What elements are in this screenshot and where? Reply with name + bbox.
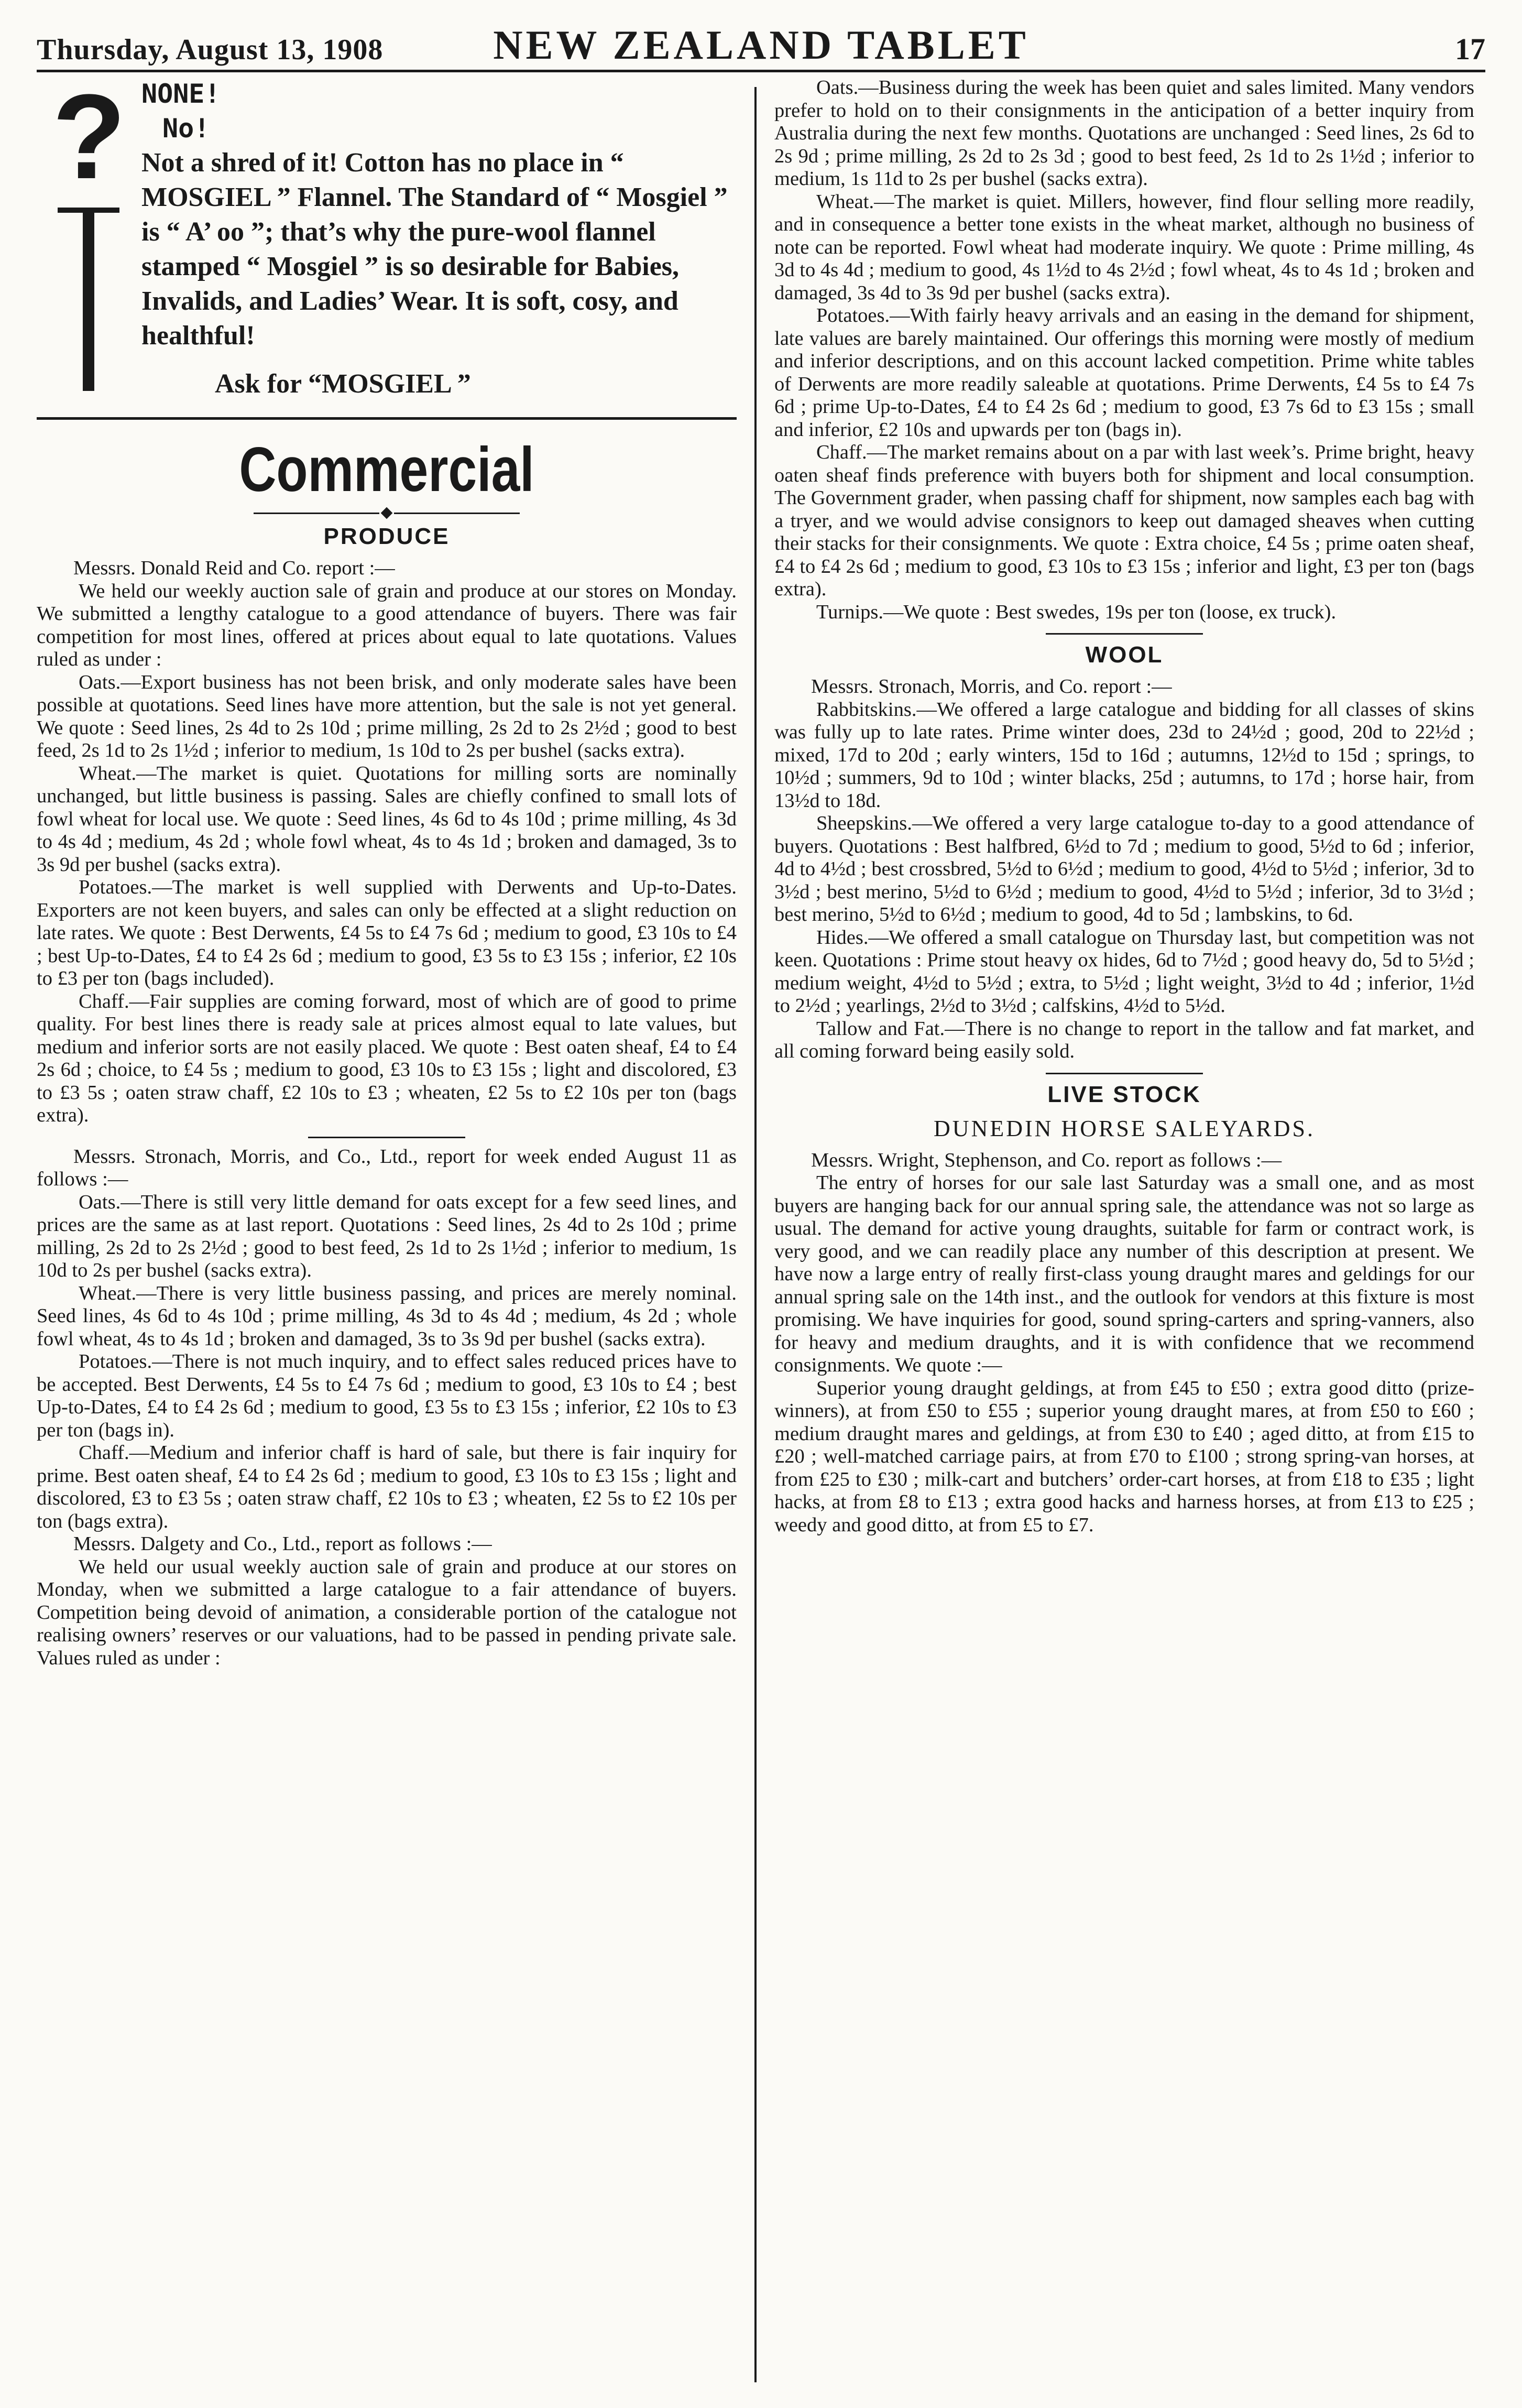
question-mark-graphic [37, 77, 141, 401]
question-mark-icon: ? [52, 77, 126, 204]
reid-intro: Messrs. Donald Reid and Co. report :— [73, 557, 395, 579]
ad-text [141, 77, 737, 401]
wool-paragraph: Rabbitskins.—We offered a large catalogue and bidding for all classes of skins was fully up to late rates. Prime winter does, 23d to 24½d ; good, 20d to 22½d ; mixed, 17d to 20d ; early winters, 15d to 16d ; autumns, 12½d to 15d ; springs, to 10½d ; summers, 9d to 10d ; winter blacks, 25d ; autumns, to 17d ; horse hair, from 13½d to 18d. [774, 698, 1474, 812]
wool-heading: WOOL [1085, 642, 1164, 668]
issue-date: Thursday, August 13, 1908 [37, 34, 384, 66]
dalgety-paragraph: We held our usual weekly auction sale of grain and produce at our stores on Monday, when we submitted a large catalogue to a fair attendance of buyers. Competition being devoid of animation, a considerable portion of the catalogue not realising owners’ reserves or our valuations, had to be passed in pending private sale. Values ruled as under : [37, 1555, 737, 1669]
left-column [37, 77, 754, 2403]
stronach-paragraph: Wheat.—There is very little business passing, and prices are merely nominal. Seed lines, 4s 6d to 4s 10d ; prime milling, 4s 3d to 4s 4d ; medium, 4s 2d ; whole fowl wheat, 4s to 4s 1d ; broken and damaged, 3s to 3s 9d per bushel (sacks extra). [37, 1282, 737, 1350]
ad-none: NONE! [141, 79, 221, 109]
wool-paragraph: Tallow and Fat.—There is no change to report in the tallow and fat market, and all coming forward being easily sold. [774, 1017, 1474, 1062]
mosgiel-advertisement [37, 77, 737, 420]
ad-no: No! [162, 113, 210, 144]
stronach-paragraph: Potatoes.—There is not much inquiry, and to effect sales reduced prices have to be accepted. Best Derwents, £4 5s to £4 7s 6d ; medium to good, £3 10s to £4 ; best Up-to-Dates, £4 to £4 2s 6d ; medium to good, £3 5s to £3 15s ; inferior, £2 10s to £3 per ton (bags in). [37, 1350, 737, 1441]
publication-title: NEW ZEALAND TABLET [493, 22, 1029, 68]
ornamental-rule [37, 509, 737, 517]
livestock-paragraph: Superior young draught geldings, at from £45 to £50 ; extra good ditto (prize-winners), at from £50 to £55 ; superior young draught mares, at from £50 to £60 ; medium draught mares and geldings, at from £30 to £40 ; aged ditto, at from £15 to £20 ; well-matched carriage pairs, at from £70 to £100 ; strong spring-van horses, at from £25 to £30 ; milk-cart and butchers’ order-cart horses, at from £18 to £35 ; light hacks, at from £8 to £13 ; extra good hacks and harness horses, at from £13 to £25 ; weedy and good ditto, at from £5 to £7. [774, 1377, 1474, 1536]
divider [308, 1137, 465, 1138]
produce-heading: PRODUCE [323, 524, 450, 549]
reid-paragraph: Potatoes.—The market is well supplied with Derwents and Up-to-Dates. Exporters are not keen buyers, and sales can only be effected at a slight reduction on late rates. We quote : Best Derwents, £4 5s to £4 7s 6d ; medium to good, £3 10s to £4 ; best Up-to-Dates, £4 to £4 2s 6d ; medium to good, £3 5s to £3 15s ; inferior, £2 10s to £3 per ton (bags included). [37, 876, 737, 989]
stronach-paragraph: Chaff.—Medium and inferior chaff is hard of sale, but there is fair inquiry for prime. Best oaten sheaf, £4 to £4 2s 6d ; medium to good, £3 10s to £3 15s ; light and discolored, £3 to £3 5s ; oaten straw chaff, £2 10s to £3 ; wheaten, £2 5s to £2 10s per ton (bags extra). [37, 1442, 737, 1532]
dalgety-paragraph: Wheat.—The market is quiet. Millers, however, find flour selling more readily, and in consequence a better tone exists in the wheat market, although no business of note can be reported. Fowl wheat had moderate inquiry. We quote : Prime milling, 4s 3d to 4s 4d ; medium to good, 4s 1½d to 4s 2½d ; fowl wheat, 4s to 4s 1d ; broken and damaged, 3s 4d to 3s 9d per bushel (sacks extra). [774, 190, 1474, 304]
saleyards-heading: DUNEDIN HORSE SALEYARDS. [934, 1115, 1315, 1141]
stronach-intro: Messrs. Stronach, Morris, and Co., Ltd., report for week ended August 11 as follows :— [37, 1145, 737, 1190]
ad-body-copy: Not a shred of it! Cotton has no place in “ MOSGIEL ” Flannel. The Standard of “ Mosgiel ” is “ A’ oo ”; that’s why the pure-wool flannel stamped “ Mosgiel ” is so desirable for Babies, Invalids, and Ladies’ Wear. It is soft, cosy, and healthful! [141, 148, 728, 351]
wool-intro: Messrs. Stronach, Morris, and Co. report :— [811, 675, 1172, 698]
livestock-heading: LIVE STOCK [1047, 1081, 1201, 1107]
dalgety-paragraph: Turnips.—We quote : Best swedes, 19s per ton (loose, ex truck). [816, 601, 1337, 623]
livestock-paragraph: The entry of horses for our sale last Saturday was a small one, and as most buyers are hanging back for our annual spring sale, the attendance was not so large as usual. The demand for active young draughts, suitable for farm or contract work, is very good, and we can readily place any number of this description at present. We have now a large entry of really first-class young draught mares and geldings for our annual spring sale on the 14th inst., and the outlook for vendors at this fixture is most promising. We have inquiries for good, sound spring-carters and spring-vanners, also for heavy and medium draughts, and it is with confidence that we recommend consignments. We quote :— [774, 1172, 1474, 1376]
masthead [37, 10, 1485, 72]
livestock-intro: Messrs. Wright, Stephenson, and Co. report as follows :— [811, 1149, 1282, 1171]
dalgety-paragraph: Oats.—Business during the week has been quiet and sales limited. Many vendors prefer to hold on to their consignments in the anticipation of a better inquiry from Australia during the next few months. Quotations are unchanged : Seed lines, 2s 6d to 2s 9d ; prime milling, 2s 2d to 2s 3d ; good to best feed, 2s 1d to 2s 1½d ; inferior to medium, 1s 11d to 2s per bushel (sacks extra). [774, 77, 1474, 190]
reid-paragraph: Oats.—Export business has not been brisk, and only moderate sales have been possible at quotations. Seed lines have more attention, but the sale is not yet general. We quote : Seed lines, 2s 4d to 2s 10d ; prime milling, 2s 2d to 2s 2½d ; good to best feed, 2s 1d to 2s 1½d ; inferior to medium, 1s 10d to 2s per bushel (sacks extra). [37, 671, 737, 761]
divider [1046, 1073, 1203, 1074]
divider [1046, 633, 1203, 635]
section-title: Commercial [239, 434, 534, 505]
right-column [757, 77, 1474, 2403]
stronach-paragraph: Oats.—There is still very little demand for oats except for a few seed lines, and prices are the same as at last report. Quotations : Seed lines, 2s 4d to 2s 10d ; prime milling, 2s 2d to 2s 2½d ; good to best feed, 2s 1d to 2s 1½d ; inferior to medium, 1s 10d to 2s per bushel (sacks extra). [37, 1191, 737, 1281]
ad-decor-bar [83, 208, 94, 391]
dalgety-paragraph: Potatoes.—With fairly heavy arrivals and an easing in the demand for shipment, late values are barely maintained. Our offerings this morning were mostly of medium and inferior descriptions, and on this account lacked competition. Prime white tables of Derwents are more readily saleable at quotations. Prime Derwents, £4 5s to £4 7s 6d ; prime Up-to-Dates, £4 to £4 2s 6d ; medium to good, £3 7s 6d to £3 15s ; small and inferior, £2 10s and upwards per ton (bags in). [774, 304, 1474, 441]
reid-paragraph: Wheat.—The market is quiet. Quotations for milling sorts are nominally unchanged, but little business is passing. Sales are chiefly confined to small lots of fowl wheat for local use. We quote : Seed lines, 4s 6d to 4s 10d ; prime milling, 4s 3d to 4s 4d ; medium, 4s 2d ; whole fowl wheat, 4s to 4s 1d ; broken and damaged, 3s to 3s 9d per bushel (sacks extra). [37, 762, 737, 876]
diamond-icon [381, 507, 393, 519]
reid-paragraph: Chaff.—Fair supplies are coming forward, most of which are of good to prime quality. For best lines there is ready sale at prices almost equal to late values, but medium and inferior sorts are not easily placed. We quote : Best oaten sheaf, £4 to £4 2s 6d ; choice, to £4 5s ; medium to good, £3 10s to £3 15s ; light and discolored, £3 to £3 5s ; oaten straw chaff, £2 10s to £3 ; wheaten, £2 5s to £2 10s per ton (bags extra). [37, 990, 737, 1126]
columns [37, 77, 1485, 2403]
ad-ask-for: Ask for “MOSGIEL ” [215, 369, 471, 399]
dalgety-paragraph: Chaff.—The market remains about on a par with last week’s. Prime bright, heavy oaten sheaf finds preference with buyers both for shipment and local consumption. The Government grader, when passing chaff for shipment, now samples each bag with a tryer, and we would advise consignors to keep out damaged sheaves when cutting their stacks for their consignments. We quote : Extra choice, £4 5s ; prime oaten sheaf, £4 to £4 2s 6d ; medium to good, £3 10s to £3 15s ; inferior and light, £3 per ton (bags extra). [774, 441, 1474, 600]
page-number: 17 [1455, 32, 1485, 66]
wool-paragraph: Sheepskins.—We offered a very large catalogue to-day to a good attendance of buyers. Quotations : Best halfbred, 6½d to 7d ; medium to good, 5½d to 6d ; inferior, 4d to 4½d ; best crossbred, 5½d to 6½d ; medium to good, 4½d to 5½d ; inferior, 3d to 3½d ; best merino, 5½d to 6½d ; medium to good, 4½d to 5½d ; inferior, 3d to 3½d ; best merino, 5½d to 6½d ; medium to good, 4d to 5d ; lambskins, to 6d. [774, 812, 1474, 925]
dalgety-intro: Messrs. Dalgety and Co., Ltd., report as follows :— [73, 1533, 492, 1555]
reid-paragraph: We held our weekly auction sale of grain and produce at our stores on Monday. We submitted a lengthy catalogue to a good attendance of buyers. There was fair competition for most lines, offered at prices about equal to late quotations. Values ruled as under : [37, 580, 737, 670]
wool-paragraph: Hides.—We offered a small catalogue on Thursday last, but competition was not keen. Quotations : Prime stout heavy ox hides, 6d to 7½d ; good heavy do, 5d to 5½d ; medium weight, 4½d to 5½d ; extra, to 5½d ; light weight, 3½d to 4d ; inferior, 1½d to 2½d ; yearlings, 2½d to 3½d ; calfskins, 4½d to 5½d. [774, 926, 1474, 1017]
